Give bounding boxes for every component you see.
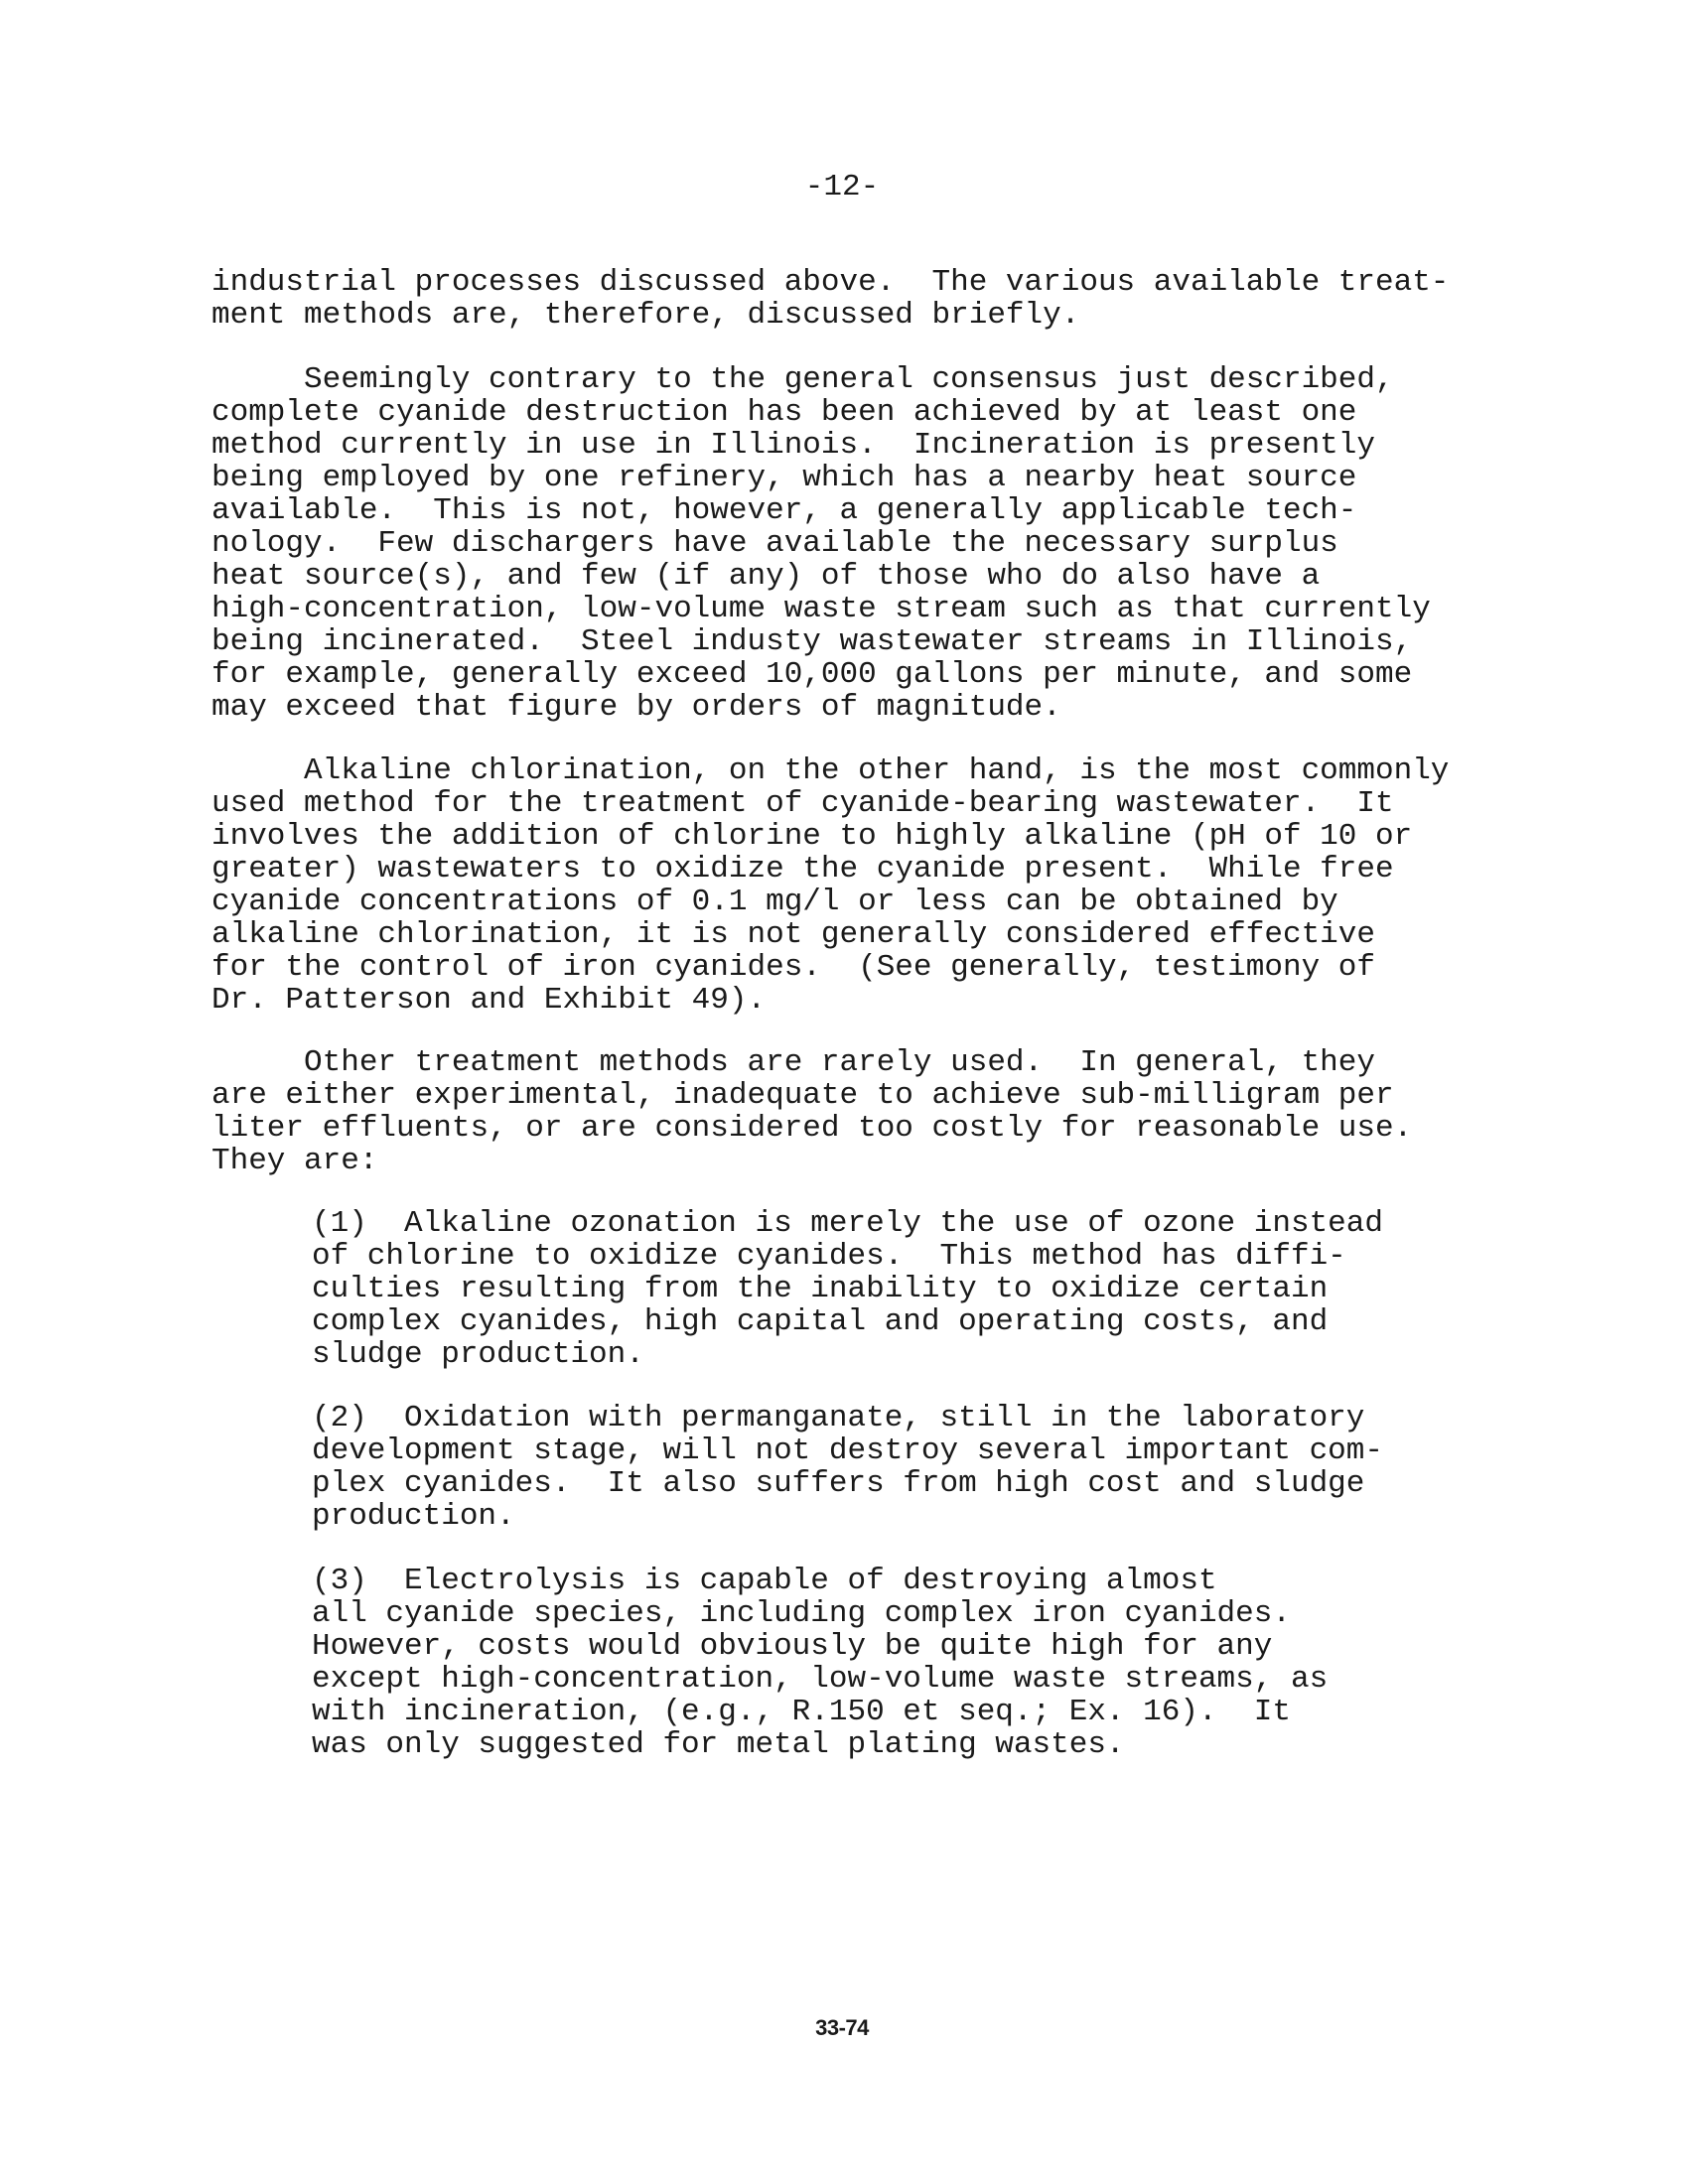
paragraph-incineration: Seemingly contrary to the general consensus just described, complete cyanide destruction has been achieved by at least one method currently in use in Illinois. Incineration is presently being employed by one refinery, which has a nearby heat source available. This is not, however, a generally applicable tech- nology. Few dischargers have available the necessary surplus heat source(s), and few (if any) of those who do also have a high-concentration, low-volume waste stream such as that currently being incinerated. Steel industy wastewater streams in Illinois, for example, generally exceed 10,000 gallons per minute, and some may exceed that figure by orders of magnitude. — [211, 362, 1431, 725]
list-item-permanganate-oxidation: (2) Oxidation with permanganate, still in the laboratory development stage, will not destroy several important com- plex cyanides. It also suffers from high cost and sludge production. — [312, 1401, 1383, 1534]
footer-page-code: 33-74 — [815, 2015, 869, 2040]
paragraph-other-methods: Other treatment methods are rarely used. In general, they are either experimental, inadequate to achieve sub-milligram per liter effluents, or are considered too costly for reasonable use. They are: — [211, 1045, 1413, 1178]
paragraph-alkaline-chlorination: Alkaline chlorination, on the other hand, is the most commonly used method for the treatment of cyanide-bearing wastewater. It involves the addition of chlorine to highly alkaline (pH of 10 or greater) wastewaters to oxidize the cyanide present. While free cyanide concentrations of 0.1 mg/l or less can be obtained by alkaline chlorination, it is not generally considered effective for the control of iron cyanides. (See generally, testimony of Dr. Patterson and Exhibit 49). — [211, 753, 1450, 1018]
page-number: -12- — [804, 170, 880, 205]
list-item-electrolysis: (3) Electrolysis is capable of destroying almost all cyanide species, including complex iron cyanides. However, costs would obviously be quite high for any except high-concentration, low-volume waste streams, as with incineration, (e.g., R.150 et seq.; Ex. 16). It was only suggested for metal plating wastes. — [312, 1564, 1329, 1762]
paragraph-intro-continuation: industrial processes discussed above. The various available treat- ment methods are, therefore, discussed briefly. — [211, 265, 1450, 333]
list-item-alkaline-ozonation: (1) Alkaline ozonation is merely the use of ozone instead of chlorine to oxidize cyanides. This method has diffi- culties resulting from the inability to oxidize certain complex cyanides, high capital and operating costs, and sludge production. — [312, 1206, 1383, 1372]
